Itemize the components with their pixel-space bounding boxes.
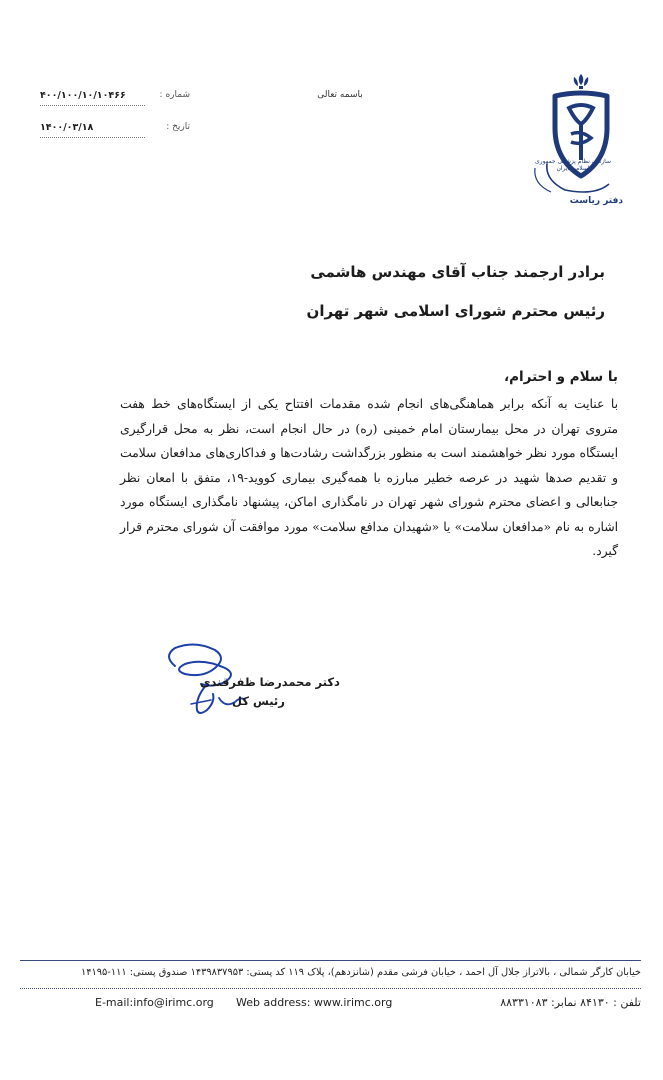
footer-website[interactable]: Web address: www.irimc.org — [236, 996, 393, 1009]
footer-rule-mid — [20, 988, 641, 989]
medical-council-emblem-icon — [525, 68, 625, 196]
org-name: سازمان نظام پزشکی جمهوری اسلامی ایران — [534, 158, 612, 172]
footer-phone: تلفن : ۸۴۱۳۰ نمابر: ۸۸۳۳۱۰۸۳ — [500, 996, 641, 1009]
addressee-line-2: رئیس محترم شورای اسلامی شهر تهران — [306, 302, 605, 320]
footer-email[interactable]: E-mail:info@irimc.org — [95, 996, 214, 1009]
date-underline — [40, 137, 145, 138]
number-underline — [40, 105, 145, 106]
letter-body: با عنایت به آنکه برابر هماهنگی‌های انجام شده مقدمات افتتاح یکی از ایستگاه‌های خط هفت متروی تهران در محل بیمارستان امام خمینی (ره) در حال انجام است، نظر به محل قرارگیری ایستگاه مورد نظر خواهشمند است به منظور بزرگداشت رشادت‌ها و فداکاری‌های مدافعان سلامت و تقدیم صدها شهید در عرصه خطیر مبارزه با همه‌گیری بیماری کووید-۱۹، متفق با امعان نظر جنابعالی و اعضای محترم شورای شهر تهران در نامگذاری اماکن، پیشنهاد نامگذاری ایستگاه مورد اشاره به نام «مدافعان سلامت» یا «شهیدان مدافع سلامت» مورد موافقت آن شورای محترم قرار گیرد. — [120, 397, 618, 558]
letter-number-label: شماره : — [159, 90, 190, 100]
signatory-name: دکتر محمدرضا ظفرقندی — [200, 675, 340, 689]
footer-address: خیابان کارگر شمالی ، بالاتراز جلال آل احمد ، خیابان فرشی مقدم (شانزدهم)، پلاک ۱۱۹ کد پستی: ۱۴۳۹۸۳۷۹۵۳ صندوق پستی: ۱۱۱-۱۴۱۹۵ — [80, 967, 641, 978]
office-name: دفتر ریاست — [569, 196, 623, 206]
signatory-title: رئیس کل — [232, 694, 285, 708]
addressee-line-1: برادر ارجمند جناب آقای مهندس هاشمی — [310, 263, 605, 281]
footer-rule-top — [20, 960, 641, 961]
greeting: با سلام و احترام، — [504, 369, 618, 385]
basmala: باسمه تعالی — [317, 90, 363, 100]
letter-date-value: ۱۴۰۰/۰۳/۱۸ — [40, 122, 94, 133]
letter-number-value: ۴۰۰/۱۰۰/۱۰/۱۰۴۶۶ — [40, 90, 126, 101]
org-logo — [525, 68, 625, 213]
letter-date-label: تاریخ : — [166, 122, 190, 132]
